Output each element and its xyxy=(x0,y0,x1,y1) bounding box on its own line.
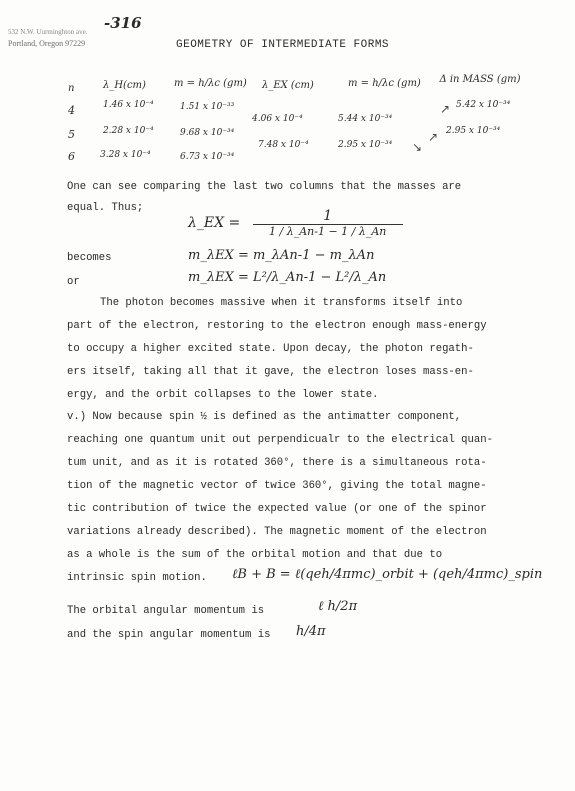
address-stamp-line1: 532 N.W. Uurminghton ave. xyxy=(8,28,88,36)
eq1-lhs: λ_EX = xyxy=(188,215,241,231)
col-header-n: n xyxy=(68,83,75,94)
page-title: GEOMETRY OF INTERMEDIATE FORMS xyxy=(176,39,390,51)
body-line: ergy, and the orbit collapses to the lower state. xyxy=(67,389,379,401)
address-stamp-line2: Portland, Oregon 97229 xyxy=(8,39,86,48)
row4-mass1: 1.51 x 10⁻³³ xyxy=(180,102,235,112)
eq1-denominator: 1 / λ_An-1 − 1 / λ_An xyxy=(269,225,387,238)
body-line: v.) Now because spin ½ is defined as the antimatter component, xyxy=(67,411,462,423)
row5-lambda-h: 2.28 x 10⁻⁴ xyxy=(103,126,154,136)
arrow-icon: ↗ xyxy=(440,102,451,116)
body-line: tum unit, and as it is rotated 360°, there is a simultaneous rota- xyxy=(67,457,487,469)
col-header-lambda-h: λ_H(cm) xyxy=(103,80,146,91)
equation-4: ℓB + B = ℓ(qeh/4πmc)_orbit + (qeh/4πmc)_spin xyxy=(232,567,543,582)
body-line-becomes: becomes xyxy=(67,252,112,264)
equation-1 xyxy=(188,208,403,238)
col-header-mass1: m = h/λc (gm) xyxy=(174,78,247,89)
body-line: and the spin angular momentum is xyxy=(67,629,271,641)
arrow-icon: ↗ xyxy=(428,130,439,144)
body-line: The photon becomes massive when it transforms itself into xyxy=(100,297,463,309)
row6-n: 6 xyxy=(68,150,75,163)
row5-mass1: 9.68 x 10⁻³⁴ xyxy=(180,128,235,138)
body-line: variations already described). The magnetic moment of the electron xyxy=(67,526,487,538)
row4-n: 4 xyxy=(68,104,75,117)
body-line-or: or xyxy=(67,276,80,288)
body-line: tic contribution of twice the expected value (or one of the spinor xyxy=(67,503,487,515)
body-line: reaching one quantum unit out perpendicualr to the electrical quan- xyxy=(67,434,493,446)
row56-lambda-ex: 7.48 x 10⁻⁴ xyxy=(258,140,309,150)
row4-delta: 5.42 x 10⁻³⁴ xyxy=(456,100,511,110)
body-line: One can see comparing the last two columns that the masses are xyxy=(67,181,462,193)
body-line: ers itself, taking all that it gave, the electron loses mass-en- xyxy=(67,366,474,378)
body-line: tion of the magnetic vector of twice 360°, giving the total magne- xyxy=(67,480,487,492)
row5-n: 5 xyxy=(68,128,75,141)
row56-mass2: 2.95 x 10⁻³⁴ xyxy=(338,140,393,150)
body-line: to occupy a higher excited state. Upon decay, the photon regath- xyxy=(67,343,474,355)
col-header-lambda-ex: λ_EX (cm) xyxy=(262,80,314,91)
row4-lambda-h: 1.46 x 10⁻⁴ xyxy=(103,100,154,110)
col-header-delta-mass: Δ in MASS (gm) xyxy=(439,74,521,85)
equation-2: m_λEX = m_λAn-1 − m_λAn xyxy=(188,248,375,263)
body-line: as a whole is the sum of the orbital motion and that due to xyxy=(67,549,443,561)
arrow-icon: ↘ xyxy=(412,140,423,154)
row6-mass1: 6.73 x 10⁻³⁴ xyxy=(180,152,235,162)
row5-delta: 2.95 x 10⁻³⁴ xyxy=(446,126,501,136)
row45-lambda-ex: 4.06 x 10⁻⁴ xyxy=(252,114,303,124)
col-header-mass2: m = h/λc (gm) xyxy=(348,78,421,89)
body-line: part of the electron, restoring to the electron enough mass-energy xyxy=(67,320,487,332)
equation-3: m_λEX = L²/λ_An-1 − L²/λ_An xyxy=(188,270,387,285)
spin-momentum-expr: h/4π xyxy=(296,624,326,639)
page-number: -316 xyxy=(104,14,142,32)
eq1-numerator: 1 xyxy=(253,208,403,225)
row6-lambda-h: 3.28 x 10⁻⁴ xyxy=(100,150,151,160)
body-line: intrinsic spin motion. xyxy=(67,572,207,584)
eq1-fraction xyxy=(253,208,403,238)
orbital-momentum-expr: ℓ h/2π xyxy=(318,599,358,614)
row45-mass2: 5.44 x 10⁻³⁴ xyxy=(338,114,393,124)
body-line: equal. Thus; xyxy=(67,202,144,214)
body-line: The orbital angular momentum is xyxy=(67,605,265,617)
